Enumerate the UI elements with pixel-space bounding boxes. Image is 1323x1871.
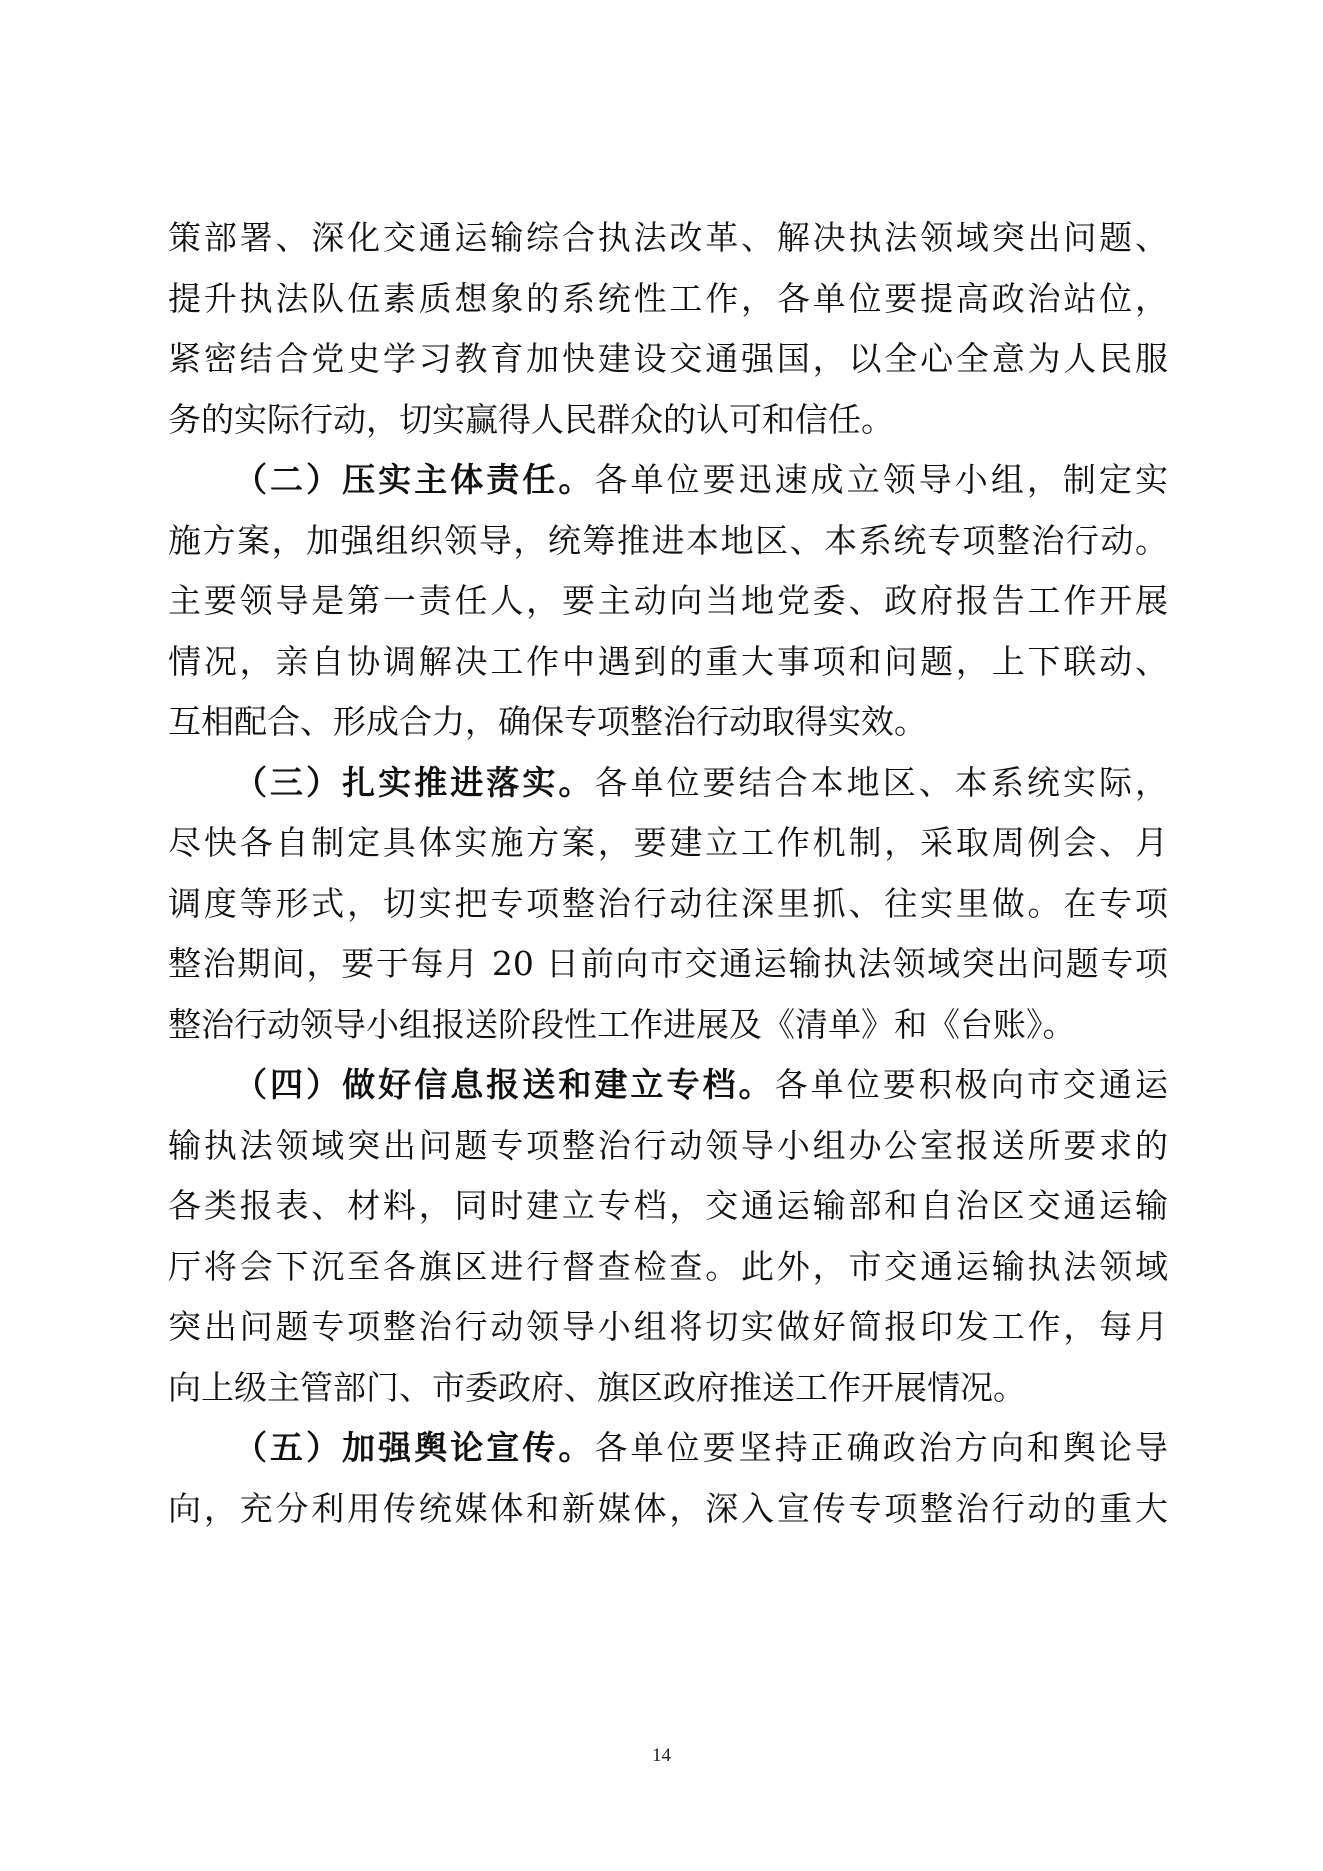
- text-line: [168, 1055, 1168, 1116]
- paragraph: [168, 1418, 1168, 1539]
- text-line: 整治期间，要于每月 20 日前向市交通运输执法领域突出问题专项: [168, 944, 1168, 983]
- text-line: 提升执法队伍素质想象的系统性工作，各单位要提高政治站位，: [168, 278, 1168, 318]
- text-line: 各类报表、材料，同时建立专档，交通运输部和自治区交通运输: [168, 1186, 1168, 1225]
- text-line: 策部署、深化交通运输综合执法改革、解决执法领域突出问题、: [168, 218, 1168, 257]
- text-segment: 各单位要结合本地区、本系统实际，: [594, 762, 1169, 802]
- paragraph: [168, 208, 1168, 450]
- text-line: 尽快各自制定具体实施方案，要建立工作机制，采取周例会、月: [168, 823, 1168, 862]
- text-line: 向，充分利用传统媒体和新媒体，深入宣传专项整治行动的重大: [168, 1488, 1168, 1528]
- text-line: 向上级主管部门、市委政府、旗区政府推送工作开展情况。: [168, 1367, 1026, 1407]
- text-line: 调度等形式，切实把专项整治行动往深里抓、往实里做。在专项: [168, 883, 1168, 923]
- text-segment: 各单位要迅速成立领导小组，制定实: [594, 460, 1169, 499]
- text-line: [168, 753, 1168, 814]
- text-line: [168, 450, 1168, 511]
- text-line: 主要领导是第一责任人，要主动向当地党委、政府报告工作开展: [168, 581, 1168, 620]
- paragraph: [168, 1055, 1168, 1418]
- section-heading: （四）做好信息报送和建立专档。: [234, 1065, 775, 1104]
- paragraph: [168, 450, 1168, 753]
- text-line: 务的实际行动，切实赢得人民群众的认可和信任。: [168, 399, 894, 439]
- text-segment: 各单位要积极向市交通运: [774, 1065, 1169, 1104]
- text-line: 厅将会下沉至各旗区进行督查检查。此外，市交通运输执法领域: [168, 1246, 1168, 1286]
- document-body: [168, 208, 1168, 1539]
- paragraph: [168, 753, 1168, 1056]
- text-line: 施方案，加强组织领导，统筹推进本地区、本系统专项整治行动。: [168, 520, 1168, 560]
- text-line: 情况，亲自协调解决工作中遇到的重大事项和问题，上下联动、: [168, 641, 1168, 681]
- section-heading: （五）加强舆论宣传。: [234, 1428, 595, 1467]
- text-line: 输执法领域突出问题专项整治行动领导小组办公室报送所要求的: [168, 1125, 1168, 1165]
- section-heading: （三）扎实推进落实。: [234, 762, 595, 802]
- text-segment: 各单位要坚持正确政治方向和舆论导: [594, 1428, 1169, 1467]
- text-line: 整治行动领导小组报送阶段性工作进展及《清单》和《台账》。: [168, 1004, 1076, 1044]
- text-line: 紧密结合党史学习教育加快建设交通强国，以全心全意为人民服: [168, 339, 1168, 378]
- page-number: 14: [652, 1745, 671, 1766]
- section-heading: （二）压实主体责任。: [234, 460, 595, 499]
- text-line: 互相配合、形成合力，确保专项整治行动取得实效。: [168, 702, 927, 741]
- text-line: [168, 1418, 1168, 1479]
- text-line: 突出问题专项整治行动领导小组将切实做好简报印发工作，每月: [168, 1307, 1168, 1346]
